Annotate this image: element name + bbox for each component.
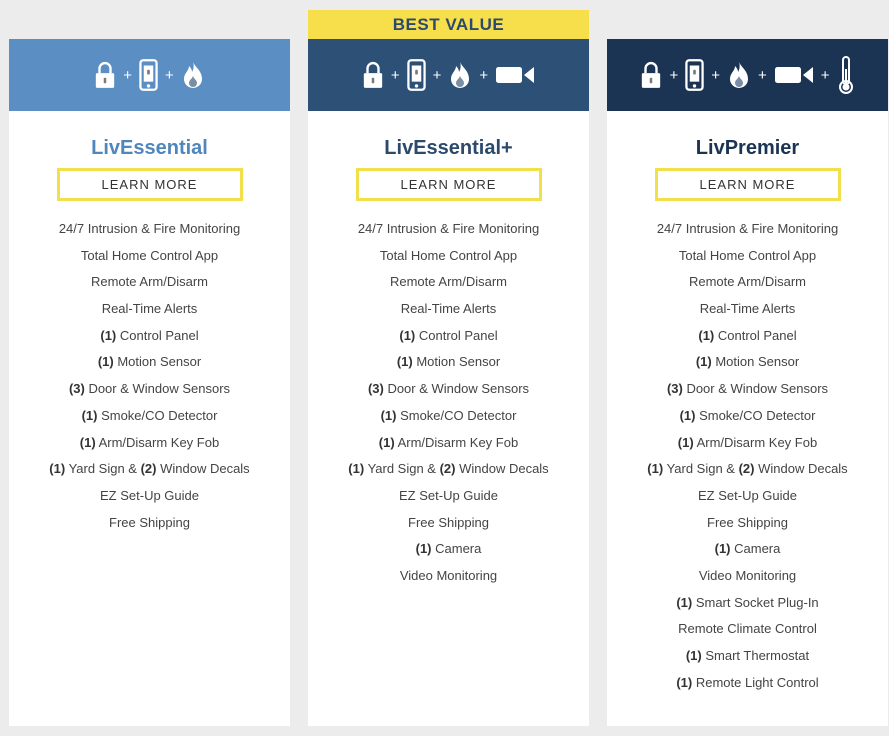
feature-item: (1) Yard Sign & (2) Window Decals — [348, 461, 549, 477]
feature-item: Real-Time Alerts — [400, 301, 497, 317]
smartphone-icon — [139, 58, 158, 92]
plan-title: LivEssential+ — [384, 137, 513, 159]
feature-item: Total Home Control App — [678, 247, 817, 263]
feature-item: (1) Camera — [714, 541, 781, 557]
feature-item: (1) Arm/Disarm Key Fob — [378, 434, 519, 450]
thermometer-icon — [837, 55, 855, 95]
plus-sign: + — [758, 66, 767, 84]
feature-item: Total Home Control App — [80, 247, 219, 263]
plus-sign: + — [669, 66, 679, 84]
learn-more-button[interactable]: LEARN MORE — [356, 168, 542, 201]
lock-icon — [362, 60, 384, 90]
feature-item: Remote Arm/Disarm — [90, 274, 209, 290]
fire-icon — [448, 60, 472, 90]
learn-more-button[interactable]: LEARN MORE — [57, 168, 243, 201]
feature-item: (1) Control Panel — [100, 327, 199, 343]
plan-icons-header — [607, 39, 888, 111]
video-camera-icon — [495, 64, 535, 86]
feature-item: (1) Smoke/CO Detector — [679, 407, 816, 423]
feature-item: (1) Control Panel — [399, 327, 498, 343]
plan-card-livpremier — [607, 39, 888, 726]
feature-item: 24/7 Intrusion & Fire Monitoring — [58, 221, 241, 236]
plus-sign: + — [820, 66, 830, 84]
best-value-badge: BEST VALUE — [308, 10, 589, 39]
feature-item: (1) Camera — [415, 541, 482, 557]
feature-list — [607, 216, 888, 696]
feature-item: Video Monitoring — [399, 567, 498, 583]
feature-item: (1) Motion Sensor — [695, 354, 800, 370]
video-camera-icon — [774, 64, 814, 86]
feature-item: (1) Yard Sign & (2) Window Decals — [647, 461, 848, 477]
feature-item: Free Shipping — [707, 514, 788, 530]
feature-item: (1) Arm/Disarm Key Fob — [79, 434, 220, 450]
plus-sign: + — [479, 66, 489, 84]
feature-item: EZ Set-Up Guide — [698, 487, 797, 503]
lock-icon — [640, 60, 662, 90]
learn-more-button[interactable]: LEARN MORE — [655, 168, 841, 201]
plan-icons-header — [9, 39, 290, 111]
feature-list — [308, 216, 589, 590]
feature-item: (1) Smart Thermostat — [685, 648, 810, 663]
feature-item: (1) Motion Sensor — [97, 354, 202, 370]
feature-item: Free Shipping — [408, 514, 489, 530]
feature-item: Remote Climate Control — [678, 621, 817, 637]
feature-item: Remote Arm/Disarm — [389, 274, 508, 290]
feature-item: Total Home Control App — [379, 247, 518, 263]
feature-item: (3) Door & Window Sensors — [68, 381, 231, 397]
feature-item: (1) Control Panel — [698, 327, 797, 343]
fire-icon — [181, 60, 205, 90]
plan-card-livessential — [9, 39, 290, 726]
feature-item: Free Shipping — [109, 514, 190, 530]
feature-item: (1) Arm/Disarm Key Fob — [677, 434, 818, 450]
plan-icons-header — [308, 39, 589, 111]
feature-item: (1) Motion Sensor — [396, 354, 501, 370]
fire-icon — [727, 60, 751, 90]
feature-item: Real-Time Alerts — [101, 301, 198, 317]
smartphone-icon — [407, 58, 426, 92]
feature-item: EZ Set-Up Guide — [100, 487, 199, 503]
plan-title: LivEssential — [91, 137, 208, 159]
plus-sign: + — [432, 66, 442, 84]
feature-item: (1) Smoke/CO Detector — [380, 407, 517, 423]
feature-item: (3) Door & Window Sensors — [666, 381, 829, 397]
plan-card-livessential-plus — [308, 39, 589, 726]
feature-item: 24/7 Intrusion & Fire Monitoring — [357, 221, 540, 236]
feature-item: (3) Door & Window Sensors — [367, 381, 530, 397]
plan-title: LivPremier — [695, 137, 800, 159]
feature-item: (1) Remote Light Control — [676, 674, 819, 690]
feature-item: (1) Smart Socket Plug-In — [676, 594, 819, 610]
smartphone-icon — [685, 58, 704, 92]
feature-item: (1) Smoke/CO Detector — [81, 407, 218, 423]
lock-icon — [94, 60, 116, 90]
plus-sign: + — [711, 66, 720, 84]
feature-item: (1) Yard Sign & (2) Window Decals — [49, 461, 250, 477]
feature-list — [9, 216, 290, 536]
feature-item: Remote Arm/Disarm — [688, 274, 807, 290]
feature-item: Video Monitoring — [698, 567, 797, 583]
feature-item: Real-Time Alerts — [699, 301, 796, 317]
plus-sign: + — [165, 66, 174, 84]
feature-item: EZ Set-Up Guide — [399, 487, 498, 503]
plus-sign: + — [123, 66, 132, 84]
plus-sign: + — [390, 66, 400, 84]
feature-item: 24/7 Intrusion & Fire Monitoring — [656, 221, 839, 236]
